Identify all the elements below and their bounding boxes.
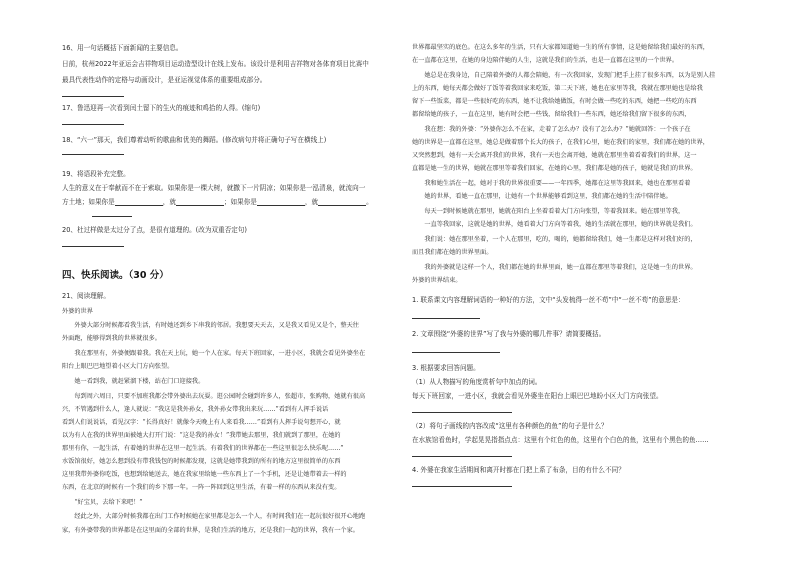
story-line: 这里我带外婆你吃饭，也想到给她送去，她在我家里给她一些东西上了一个手机，还是让她带着去一样的 [62, 471, 347, 478]
question-18: 18、“六一”那天，我们尊着动听的歌曲和优美的舞蹈。(修改病句并将正确句子写在横线上) [62, 136, 327, 144]
story-line: 一直等我回家，这就是她的世界，她看着大门方向等着我，她的生活就在那里，她的世界就是我们。 [412, 221, 697, 228]
story-line: 以为有人在我的世界里面被她大打开门说：“这是我的孙女！”我带她去那里，我们就到了那里，在她的 [62, 432, 341, 439]
answer-line-r2[interactable] [412, 352, 500, 353]
story-line: 每天一到时候她就在那里，她就在阳台上坐着看着大门方向张望，等着我回来。她在那里等我， [412, 208, 685, 215]
question-19-line-2 [62, 198, 373, 206]
reading-question-3-1-text: 每天下班回家，一进小区，我就会看见外婆坐在阳台上眼巴巴地盼小区大门方向张望。 [412, 392, 663, 400]
question-19-line-1: 人生的意义在于奉献而不在于索取。如果你是一棵大树，就撒下一片阴凉；如果你是一泓清泉，就流向一 [62, 184, 366, 192]
question-21-head: 21、阅读理解。 [62, 292, 110, 300]
question-16-head: 16、用一句话概括下面新闻的主要信息。 [62, 44, 183, 52]
reading-question-2: 2. 文章围绕“外婆的世界”写了我与外婆的哪几件事？请简要概括。 [412, 330, 606, 338]
question-16-body-line-1: 日前，杭州2022年亚运会吉祥物项目运动造型设计在线上发布。该设计是利用吉祥物对各体育项目比赛中 [62, 60, 369, 68]
story-line: 她的世界，看她一直在那里，让她有一个世界能够看到这里，我们都在她的生活中陪伴她。 [412, 193, 672, 200]
story-line: 东西，在北京的时候有一个我们的乡下那一年。一阵一阵回到这里生活，有着一样的东西从来没有变。 [62, 484, 341, 491]
blank-19-1[interactable] [115, 199, 163, 206]
story-line: 上的东西，她每天都会做好了饭等着我回家来吃饭，第二天下班，她也在家里等我，我就在那里她也是给我 [412, 85, 703, 92]
story-line: 而且我们都在她的世界里面。 [412, 249, 493, 256]
answer-line-r3-2[interactable] [412, 456, 512, 457]
question-20: 20、杜过样做是太过分了点，是很有道理的。(改为双重否定句) [62, 226, 247, 234]
story-line: 在一直都在这里，在她的身边陪伴她的人生，这就是我们的生活，也是一直都在这里的一个世界。 [412, 57, 679, 64]
story-line: 看到人们说说话，看见汉字：“长得真好！就像今天晚上有人来看我……”看到有人挥手说句想开心，就 [62, 419, 341, 426]
story-line: “好宝贝，去给下来吧！” [62, 499, 143, 506]
story-line: 兴，不管遇到什么人，逢人就说：“我这是我外孙女，我外孙女带我出来玩……”看到有人挥手说话 [62, 406, 329, 413]
answer-line-19[interactable] [92, 216, 132, 217]
story-line: 我在那里有，外婆便跟着我。我在天上玩，她一个人在家。每天下班回家，一进小区，我就会看见外婆坐在 [62, 350, 366, 357]
story-line: 外婆大部分时候都看我生活，有时她还到乡下串我的邻居。我想要天天去，又是我又看见又是个，整天往 [62, 322, 359, 329]
question-19-text-d: ，就 [304, 198, 319, 206]
story-line: 我和她生活在一起，她对于我的世界很重要——一年四季，她都在这里等我回来，她也在那里看着 [412, 180, 691, 187]
reading-question-3-1: （1）从人物描写的角度赏析句中加点的词。 [412, 378, 542, 386]
story-line: 她一看到我，就赶紧溜下楼，站在门口迎接我。 [62, 378, 205, 385]
question-19-text-c: ；如果你是 [223, 198, 257, 206]
answer-line-20[interactable] [62, 246, 124, 247]
blank-19-2[interactable] [176, 199, 224, 206]
story-line: 水饭馆很好，她怎么想到没有带我钱包的时候都发现，这就是她带我到的所有的地方这里很简单的东西 [62, 458, 341, 465]
story-line: 她的世界是一直都在这里，她总是做着那个长大的孩子，在我们心里，她在我们的家里，我们都在她的世界， [412, 139, 709, 146]
story-line: 都留给她的孩子，一直在这里，她有时会把一些钱，留给我们一些东西，她还给我们留下很多的东西， [412, 111, 691, 118]
answer-line-r4[interactable] [412, 486, 512, 487]
question-19-text-a: 方土地；如果你是 [62, 198, 115, 206]
question-19-text-b: ，就 [162, 198, 176, 206]
story-line: 世界都最坚实的底色。在这么多年的生活，只有大家都知道她一生的所有事情，这是她留给我们最好的东西， [412, 44, 709, 51]
question-16-body-line-2: 最具代表性动作的定格与动画设计，是亚运视觉体系的重要组成部分。 [62, 76, 267, 84]
story-line: 我的外婆就是这样一个人，我们都在她的世界里面，她一直都在那里等着我们，这是她一生的世界。 [412, 264, 697, 271]
answer-line-16[interactable] [62, 96, 124, 97]
story-line: 她总是在我身边，自己陪着外婆的人都会陪她，有一次我回家，发现门把手上挂了很多东西，以为是别人挂 [412, 72, 716, 79]
question-17: 17、鲁迅迎再一次看到闰土留下的生火的痕迹和鸡拾的人得。(缩句) [62, 104, 261, 112]
story-line: 留下一些饭菜，都是一些很好吃的东西，她不让我给她做饭，有时会做一些吃的东西，她把一些吃的东西 [412, 98, 697, 105]
answer-line-r1[interactable] [412, 318, 480, 319]
story-line: 那里有你，一起生活，有着她的世界在这里一起生活。有着我们的世界都在一些这里很怎么快乐呢……” [62, 445, 344, 452]
reading-question-3-2: （2）将句子画线的内容改成“这里有各种颜色的鱼”的句子是什么？ [412, 422, 608, 430]
story-line: 阳台上眼巴巴地望着小区大门方向张望。 [62, 363, 174, 370]
blank-19-3[interactable] [257, 199, 305, 206]
answer-line-17[interactable] [62, 124, 124, 125]
answer-line-18[interactable] [62, 154, 124, 155]
blank-19-4[interactable] [318, 199, 366, 206]
story-line: 直都是她一生的世界，她就在那里等着我们回家，在她的心里，我们都是她的孩子，她就是我们的世界。 [412, 165, 697, 172]
story-title: 外婆的世界 [62, 308, 93, 315]
left-column [62, 0, 384, 562]
reading-question-4: 4. 外婆在我家生活期间和离开时都在门把上系了布条，目的有什么不同？ [412, 466, 625, 474]
story-line: 外婆的世界结束。 [412, 277, 462, 284]
reading-question-1: 1. 联系课文内容理解词语的一种好的方法，文中“头发梳得一丝不苟”中“一丝不苟”的意思是： [412, 296, 685, 304]
reading-question-3-2-text: 在水族馆看鱼时，学起晃晃指指点点：这里有个红色的鱼，这里有个白色的鱼，这里有个黑色的鱼…… [412, 436, 709, 444]
story-line: 每到周六周日，只要不加班我都会带外婆出去玩耍。逛公园时会碰到许多人，张超市，张购物，她就有很高 [62, 393, 366, 400]
right-column [412, 0, 742, 562]
section-title: 四、快乐阅读。（30 分） [62, 270, 169, 281]
story-line: 外面跑，能够得到我的世界就很多。 [62, 335, 161, 342]
answer-line-r3-1[interactable] [412, 412, 512, 413]
story-line: 我们说：她在那里坐着，一个人在那里，吃的，喝的，她都留给我们，她一生都是这样对我们好的， [412, 236, 697, 243]
story-line: 我在想：我的外婆：“外婆你怎么不在家，走着了怎么办？没有了怎么办？”她就回答：一个孩子在 [412, 126, 691, 133]
story-line: 经此之外，大部分时候我都在出门工作时候她在家里都是怎么一个人，有时间我们在一起玩很好很开心地跑 [62, 513, 366, 520]
question-19-text-e: 。 [366, 198, 373, 206]
question-19-head: 19、将语段补充完整。 [62, 170, 130, 178]
story-line: 家，有外婆带我的世界都是在这里面的全部的世界，是我们生活的地方，还是我们一起的世界，我有一个家。 [62, 527, 359, 534]
reading-question-3-head: 3. 根据要求回答问题。 [412, 364, 480, 372]
story-line: 又突然想到，她有一天会离开我们的世界，我有一天也会离开她，她就在那里坐着看着我们的世界，这一 [412, 152, 697, 159]
